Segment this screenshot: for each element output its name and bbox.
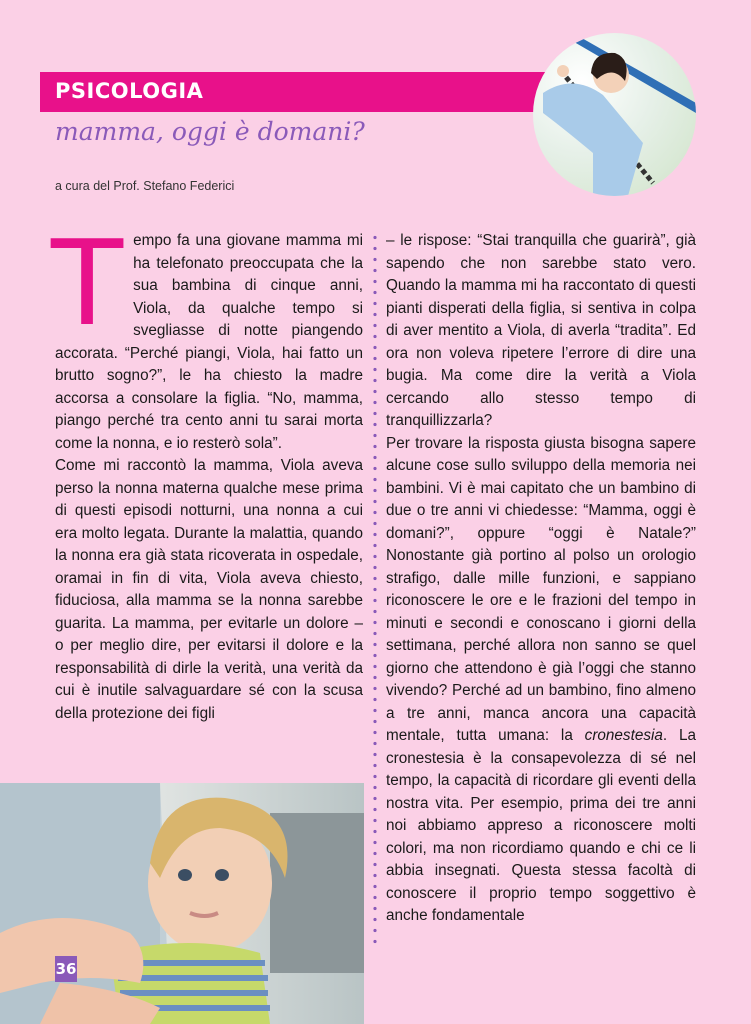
article-column-right (386, 230, 696, 928)
paragraph-1: empo fa una giovane mamma mi ha telefonato preoccupata che la sua bambina di cinque anni, Viola, da qualche tempo si svegliasse di notte piangendo accorata. “Perché piangi, Viola, hai fatto un brutto sogno?”, le ha chiesto la madre accorsa a consolare la figlia. “No, mamma, piango perché tra cento anni tu sarai morta come la nonna, e io resterò sola”. (55, 232, 363, 452)
drop-cap: T (51, 214, 124, 352)
dotted-column-divider (372, 232, 378, 947)
paragraph-4 (386, 433, 696, 928)
girl-on-swing-photo (533, 33, 696, 196)
byline: a cura del Prof. Stefano Federici (55, 179, 235, 193)
section-label: PSICOLOGIA (55, 79, 204, 103)
article-title: mamma, oggi è domani? (55, 117, 365, 146)
paragraph-4-end: . La cronestesia è la consapevolezza di sé nel tempo, la capacità di ricordare gli eventi della nostra vita. Per esempio, prima dei tre anni noi abbiamo appreso a riconoscere molti colori, ma non ricordiamo quando e chi ce li abbia insegnati. Questa stessa facoltà di conoscere il proprio tempo soggettivo è anche fondamentale (386, 727, 696, 924)
paragraph-2: Come mi raccontò la mamma, Viola aveva perso la nonna materna qualche mese prima di questi episodi notturni, una nonna a cui era molto legata. Durante la malattia, quando la nonna era già stata ricoverata in ospedale, oramai in fin di vita, Viola aveva chiesto, fiduciosa, alla mamma se la nonna sarebbe guarita. La mamma, per evitarle un dolore – o per meglio dire, per evitarsi il dolore e la responsabilità di dirle la verità, una verità da cui è inutile salvaguardare sé con la scusa della protezione dei figli (55, 457, 363, 722)
paragraph-3: – le rispose: “Stai tranquilla che guarirà”, già sapendo che non sarebbe stato vero. Quando la mamma mi ha raccontato di questi pianti disperati della figlia, si sentiva in colpa di aver mentito a Viola, di averla “tradita”. Ed ora non voleva ripetere l’errore di dire una bugia. Ma come dire la verità a Viola cercando allo stesso tempo di tranquillizzarla? (386, 232, 696, 429)
keyword-cronestesia: cronestesia (584, 727, 663, 744)
paragraph-4-text: Per trovare la risposta giusta bisogna sapere alcune cose sullo sviluppo della memoria nei bambini. Vi è mai capitato che un bambino di due o tre anni vi chiedesse: “Mamma, oggi è domani?”, oppure “oggi è Natale?” Nonostante già portino al polso un orologio strafigo, dalle mille funzioni, e sappiano riconoscere le ore e le frazioni del tempo in minuti e secondi e conoscano i giorni della settimana, perché allora non sanno se quel giorno che attendono è già l’oggi che stanno vivendo? Perché ad un bambino, fino almeno a tre anni, manca ancora una capacità mentale, tutta umana: la (386, 434, 696, 744)
article-column-left (51, 214, 363, 725)
page-number: 36 (55, 956, 77, 982)
child-hugging-mother-photo (0, 783, 364, 1024)
